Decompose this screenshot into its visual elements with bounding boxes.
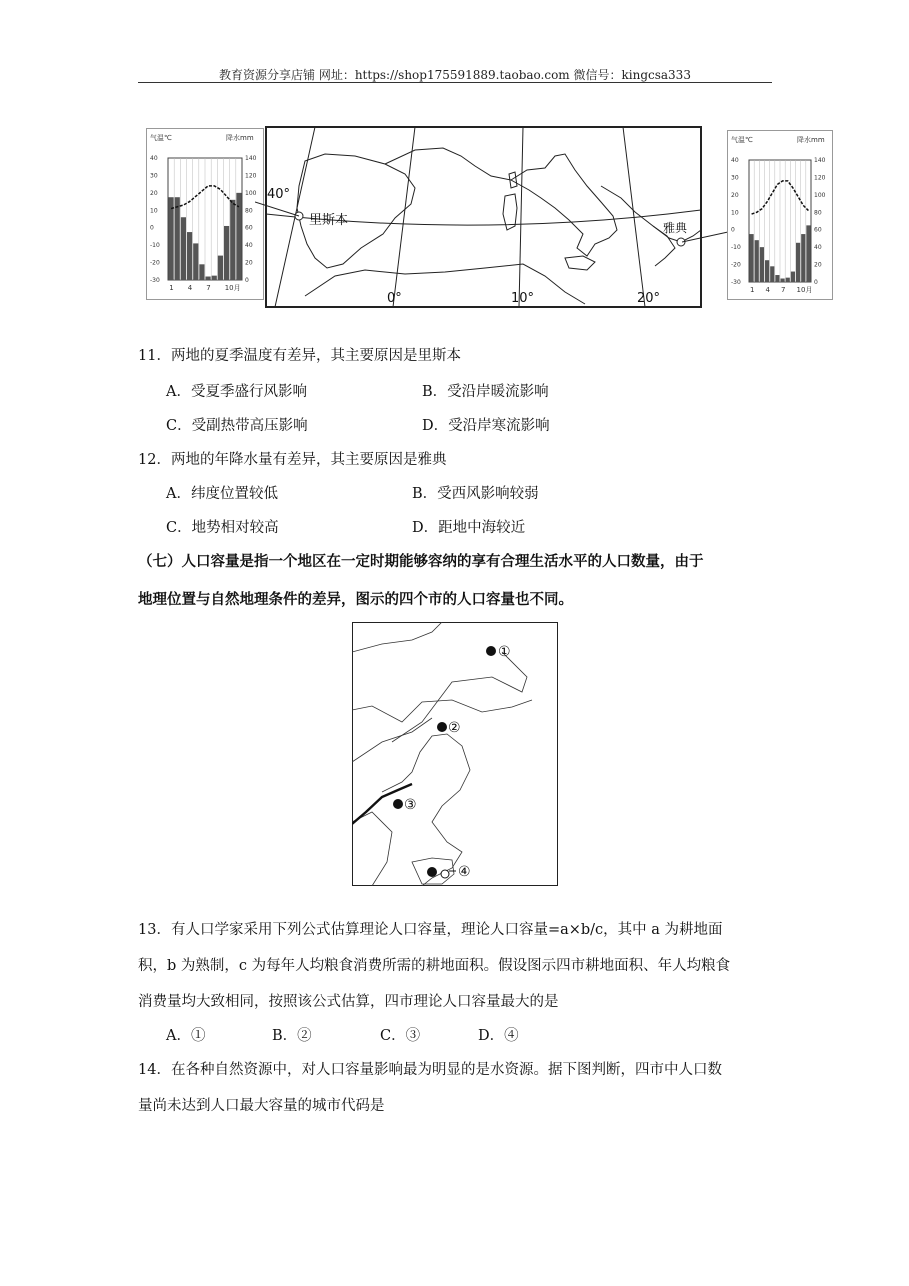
precip-tick-label: 80: [814, 209, 822, 217]
month-tick-label: 4: [765, 286, 771, 294]
page-header: 教育资源分享店铺 网址：https://shop175591889.taobao.com 微信号：kingcsa333: [219, 68, 691, 82]
precip-tick-label: 120: [245, 172, 257, 180]
city-map: [352, 622, 558, 886]
precip-tick-label: 60: [814, 226, 822, 234]
precip-tick-label: 0: [814, 279, 818, 286]
temp-tick-label: 30: [731, 174, 739, 182]
precip-bar: [806, 225, 810, 282]
precip-bar: [199, 264, 204, 280]
question-12-option-a[interactable]: A．纬度位置较低: [166, 486, 278, 502]
precip-bar: [770, 266, 774, 282]
question-13-line-1: 13．有人口学家采用下列公式估算理论人口容量，理论人口容量=a×b/c，其中 a 为耕地面: [138, 922, 723, 938]
temp-tick-label: -10: [150, 242, 160, 250]
temp-tick-label: 20: [731, 191, 739, 199]
lon-label-10: 10°: [511, 291, 535, 306]
precip-bar: [212, 276, 217, 280]
city-4-marker: [427, 867, 437, 877]
precip-tick-label: 100: [245, 189, 257, 197]
temp-tick-label: 10: [150, 207, 158, 215]
precip-tick-label: 80: [245, 207, 253, 215]
city-2-marker: [437, 722, 447, 732]
question-13-option-d[interactable]: D．④: [478, 1028, 519, 1044]
precip-unit-label: 降水mm: [226, 134, 254, 142]
precip-tick-label: 120: [814, 174, 826, 182]
section-7-line-1: （七）人口容量是指一个地区在一定时期能够容纳的享有合理生活水平的人口数量，由于: [138, 553, 704, 570]
month-tick-label: 1: [169, 284, 174, 292]
lat-label: 40°: [267, 187, 291, 202]
temp-tick-label: 20: [150, 189, 158, 197]
month-tick-label: 7: [781, 286, 786, 294]
precip-tick-label: 140: [814, 157, 826, 164]
question-12-option-c[interactable]: C．地势相对较高: [166, 520, 279, 536]
precip-bar: [187, 232, 192, 280]
precip-tick-label: 140: [245, 155, 257, 162]
temp-tick-label: -10: [731, 244, 741, 252]
city-1-marker: [486, 646, 496, 656]
precip-bar: [796, 243, 800, 282]
precip-bar: [765, 260, 769, 282]
precip-bar: [175, 197, 180, 280]
athens-connector: [682, 228, 730, 248]
temp-tick-label: -20: [731, 261, 741, 269]
precip-bar: [755, 240, 759, 282]
precip-tick-label: 20: [245, 259, 253, 267]
temp-tick-label: -30: [731, 279, 741, 286]
question-12-stem: 12．两地的年降水量有差异，其主要原因是雅典: [138, 452, 447, 468]
question-11-option-a[interactable]: A．受夏季盛行风影响: [166, 384, 307, 400]
question-13-line-2: 积，b 为熟制，c 为每年人均粮食消费所需的耕地面积。假设图示四市耕地面积、年人均粮食: [138, 958, 731, 974]
precip-bar: [230, 200, 235, 280]
question-13-line-3: 消费量均大致相同，按照该公式估算，四市理论人口容量最大的是: [138, 994, 559, 1010]
header-divider: [138, 82, 772, 83]
question-12-option-d[interactable]: D．距地中海较近: [412, 520, 526, 536]
temp-tick-label: 40: [731, 157, 739, 164]
climate-chart-lisbon: [146, 128, 264, 300]
precip-tick-label: 100: [814, 191, 826, 199]
city-4-label: ④: [458, 864, 471, 880]
precip-bar: [781, 279, 785, 282]
precip-bar: [791, 272, 795, 282]
precip-bar: [181, 217, 186, 280]
precip-bar: [775, 275, 779, 282]
climate-chart-athens: [727, 130, 833, 300]
precip-tick-label: 40: [245, 242, 253, 250]
temp-tick-label: 30: [150, 172, 158, 180]
question-14-line-2: 量尚未达到人口最大容量的城市代码是: [138, 1098, 385, 1114]
precip-bar: [224, 226, 229, 280]
precip-tick-label: 20: [814, 261, 822, 269]
lisbon-label: 里斯本: [309, 213, 349, 228]
precip-bar: [750, 234, 754, 282]
temp-tick-label: -30: [150, 277, 160, 284]
temp-unit-label: 气温℃: [150, 134, 172, 142]
month-tick-label: 7: [206, 284, 211, 292]
lisbon-connector: [255, 200, 305, 230]
precip-bar: [218, 256, 223, 280]
lon-label-20: 20°: [637, 291, 661, 306]
precip-bar: [786, 278, 790, 282]
temp-tick-label: 10: [731, 209, 739, 217]
precip-unit-label: 降水mm: [797, 136, 825, 144]
temp-unit-label: 气温℃: [731, 136, 753, 144]
precip-bar: [193, 243, 198, 280]
temp-tick-label: 0: [731, 226, 735, 234]
question-11-option-d[interactable]: D．受沿岸寒流影响: [422, 418, 550, 434]
month-tick-label: 4: [187, 284, 193, 292]
question-13-option-a[interactable]: A．①: [166, 1028, 206, 1044]
precip-tick-label: 0: [245, 277, 249, 284]
temp-tick-label: 0: [150, 224, 154, 232]
lon-label-0: 0°: [387, 291, 402, 306]
question-14-line-1: 14．在各种自然资源中，对人口容量影响最为明显的是水资源。据下图判断，四市中人口数: [138, 1062, 722, 1078]
precip-bar: [206, 277, 211, 280]
temp-tick-label: 40: [150, 155, 158, 162]
city-3-marker: [393, 799, 403, 809]
mediterranean-map: [265, 126, 702, 308]
section-7-line-2: 地理位置与自然地理条件的差异，图示的四个市的人口容量也不同。: [138, 591, 573, 608]
month-tick-label: 10月: [224, 284, 241, 292]
city-1-label: ①: [498, 644, 511, 660]
precip-bar: [169, 197, 174, 280]
question-13-option-c[interactable]: C．③: [380, 1028, 421, 1044]
question-12-option-b[interactable]: B．受西风影响较弱: [412, 486, 539, 502]
city-2-label: ②: [448, 720, 461, 736]
temp-tick-label: -20: [150, 259, 160, 267]
month-tick-label: 10月: [796, 286, 813, 294]
question-13-option-b[interactable]: B．②: [272, 1028, 312, 1044]
question-11-option-c[interactable]: C．受副热带高压影响: [166, 418, 308, 434]
precip-bar: [801, 234, 805, 282]
precip-bar: [760, 247, 764, 282]
athens-label: 雅典: [663, 221, 688, 235]
question-11-option-b[interactable]: B．受沿岸暖流影响: [422, 384, 549, 400]
month-tick-label: 1: [750, 286, 755, 294]
precip-tick-label: 60: [245, 224, 253, 232]
city-3-label: ③: [404, 797, 417, 813]
precip-tick-label: 40: [814, 244, 822, 252]
question-11-stem: 11．两地的夏季温度有差异，其主要原因是里斯本: [138, 348, 461, 364]
